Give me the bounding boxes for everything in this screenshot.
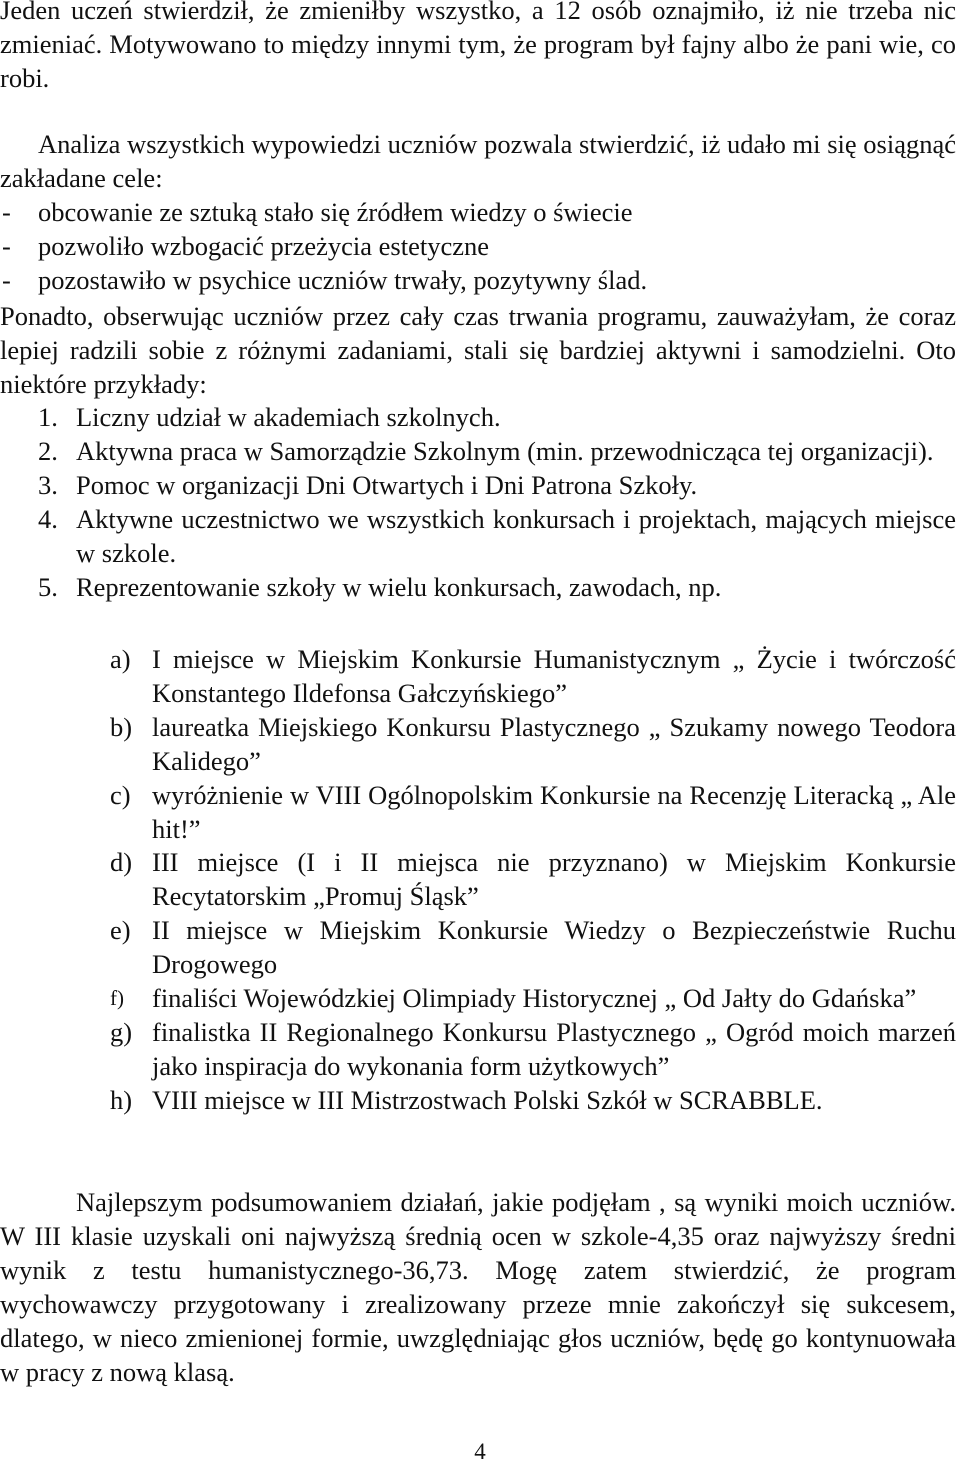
achievement-item: [0, 982, 956, 1016]
goal-dash: -: [2, 230, 11, 261]
achievement-label: d): [110, 847, 133, 878]
analysis-paragraph: Analiza wszystkich wypowiedzi uczniów pozwala stwierdzić, iż udało mi się osiągnąć zakładane cele:: [0, 129, 956, 193]
example-text: Aktywne uczestnictwo we wszystkich konkursach i projektach, mających miejsce w szkole.: [76, 503, 956, 568]
page-number: 4: [474, 1439, 486, 1464]
example-number: 3.: [38, 469, 58, 500]
example-item: [0, 401, 956, 435]
achievement-label: e): [110, 915, 131, 946]
example-item: [0, 571, 956, 605]
achievement-label: g): [110, 1016, 133, 1047]
example-text: Pomoc w organizacji Dni Otwartych i Dni Patrona Szkoły.: [76, 469, 698, 500]
achievement-label: c): [110, 779, 131, 810]
achievement-text: wyróżnienie w VIII Ogólnopolskim Konkursie na Recenzję Literacką „ Ale hit!”: [152, 779, 956, 844]
achievement-text: II miejsce w Miejskim Konkursie Wiedzy o Bezpieczeństwie Ruchu Drogowego: [152, 915, 956, 980]
example-item: [0, 435, 956, 469]
goal-dash: -: [2, 264, 11, 295]
achievement-item: [0, 1084, 956, 1118]
example-number: 5.: [38, 571, 58, 602]
goal-text: obcowanie ze sztuką stało się źródłem wiedzy o świecie: [38, 197, 633, 227]
summary-paragraph: Najlepszym podsumowaniem działań, jakie podjęłam , są wyniki moich uczniów. W III klasie uzyskali oni najwyższą średnią ocen w szkole-4,35 oraz najwyższy średni wynik z testu humanistycznego-36,73. Mogę zatem stwierdzić, że program wychowawczy przygotowany i zrealizowany przeze mnie zakończył się sukcesem, dlatego, w nieco zmienionej formie, uwzględniając głos uczniów, będę go kontynuowała w pracy z nową klasą.: [0, 1187, 956, 1387]
achievement-label: a): [110, 644, 131, 674]
example-item: [0, 503, 956, 571]
goal-dash: -: [2, 197, 11, 227]
achievement-text: finalistka II Regionalnego Konkursu Plastycznego „ Ogród moich marzeń jako inspiracja do wykonania form użytkowych”: [152, 1016, 956, 1081]
goal-item: [0, 230, 956, 264]
goal-item: [0, 196, 956, 230]
achievement-label: h): [110, 1084, 133, 1115]
achievement-item: [0, 846, 956, 914]
example-number: 4.: [38, 503, 58, 534]
achievement-text: III miejsce (I i II miejsca nie przyznano) w Miejskim Konkursie Recytatorskim „Promuj Śląsk”: [152, 847, 956, 912]
achievement-label: f): [110, 986, 124, 1011]
achievements-list: [0, 643, 956, 1118]
achievement-text: finaliści Wojewódzkiej Olimpiady Historycznej „ Od Jałty do Gdańska”: [152, 983, 917, 1014]
example-text: Liczny udział w akademiach szkolnych.: [76, 402, 501, 432]
goal-item: [0, 264, 956, 298]
achievement-item: [0, 779, 956, 847]
achievement-label: b): [110, 711, 133, 742]
achievement-item: [0, 711, 956, 779]
achievement-item: [0, 1016, 956, 1084]
achievement-item: [0, 643, 956, 711]
example-number: 2.: [38, 435, 58, 466]
goals-list: [0, 196, 956, 298]
intro-paragraph: Jeden uczeń stwierdził, że zmieniłby wszystko, a 12 osób oznajmiło, iż nie trzeba nic zmieniać. Motywowano to między innymi tym, że program był fajny albo że pani wie, co robi.: [0, 0, 956, 93]
examples-list: [0, 401, 956, 604]
achievement-text: I miejsce w Miejskim Konkursie Humanistycznym „ Życie i twórczość Konstantego Ildefonsa Gałczyńskiego”: [152, 644, 956, 708]
example-number: 1.: [38, 402, 58, 432]
example-item: [0, 469, 956, 503]
achievement-item: [0, 914, 956, 982]
example-text: Aktywna praca w Samorządzie Szkolnym (min. przewodnicząca tej organizacji).: [76, 435, 934, 466]
achievement-text: VIII miejsce w III Mistrzostwach Polski Szkół w SCRABBLE.: [152, 1084, 823, 1115]
example-text: Reprezentowanie szkoły w wielu konkursach, zawodach, np.: [76, 571, 722, 602]
goal-text: pozostawiło w psychice uczniów trwały, pozytywny ślad.: [38, 264, 648, 295]
observation-paragraph: Ponadto, obserwując uczniów przez cały czas trwania programu, zauważyłam, że coraz lepiej radzili sobie z różnymi zadaniami, stali się bardziej aktywni i samodzielni. Oto niektóre przykłady:: [0, 301, 956, 399]
goal-text: pozwoliło wzbogacić przeżycia estetyczne: [38, 230, 490, 261]
achievement-text: laureatka Miejskiego Konkursu Plastycznego „ Szukamy nowego Teodora Kalidego”: [152, 711, 956, 776]
